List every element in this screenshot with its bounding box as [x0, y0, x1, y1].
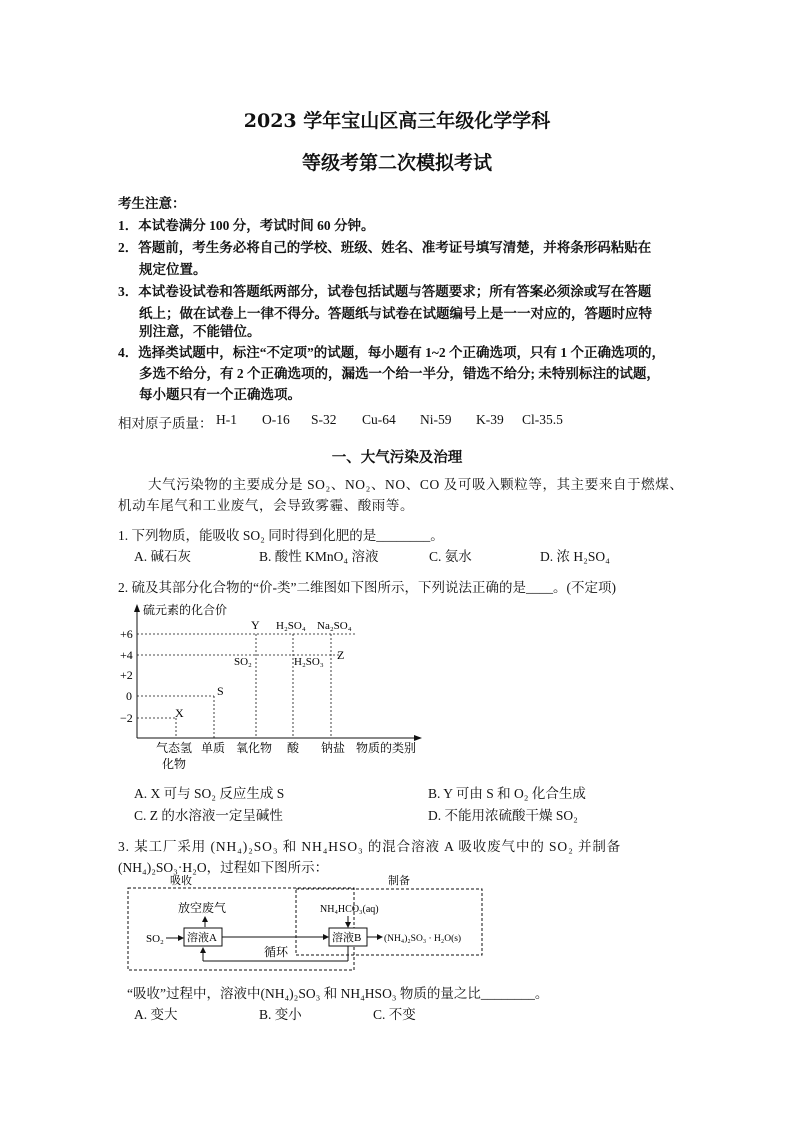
atomic-mass: K-39 — [476, 412, 504, 427]
atomic-mass: O-16 — [262, 412, 290, 427]
q2-option-b[interactable]: B. Y 可由 S 和 O₂ 化合生成 — [428, 786, 586, 801]
category-label: 氧化物 — [236, 741, 273, 755]
note-line: 每小题只有一个正确选项。 — [139, 387, 301, 402]
page-subtitle: 等级考第二次模拟考试 — [301, 152, 492, 174]
q1-option-b[interactable]: B. 酸性 KMnO₄ 溶液 — [259, 549, 379, 564]
note-line: 纸上；做在试卷上一律不得分。答题纸与试卷在试题编号上是一一对应的，答题时应特 — [139, 306, 652, 321]
absorption-box — [128, 888, 354, 970]
cycle-label: 循环 — [264, 945, 289, 959]
arrow-down-icon — [345, 922, 351, 928]
point-label-na2so4: Na₂SO₄ — [317, 620, 352, 632]
question-3-stem-2: (NH₄)₂SO₃·H₂O，过程如下图所示： — [118, 860, 329, 875]
process-diagram — [120, 872, 490, 977]
valence-category-chart — [116, 600, 436, 775]
q3-option-a[interactable]: A. 变大 — [134, 1007, 178, 1022]
category-label: 钠盐 — [321, 741, 346, 755]
solution-b-label: 溶液B — [332, 932, 362, 944]
q2-option-d[interactable]: D. 不能用浓硫酸干燥 SO₂ — [428, 808, 578, 823]
category-label: 气态氢 — [156, 741, 193, 755]
so2-label: SO₂ — [146, 933, 164, 945]
question-1-stem: 1. 下列物质，能吸收 SO₂ 同时得到化肥的是________。 — [118, 528, 444, 543]
q3-option-b[interactable]: B. 变小 — [259, 1007, 302, 1022]
category-label: 酸 — [287, 741, 300, 755]
category-label: 单质 — [201, 741, 226, 755]
point-label-s: S — [217, 684, 224, 698]
vent-label: 放空废气 — [178, 901, 227, 915]
q1-option-d[interactable]: D. 浓 H₂SO₄ — [540, 549, 610, 564]
q1-option-a[interactable]: A. 碱石灰 — [134, 549, 191, 564]
product-label: (NH₄)₂SO₃ · H₂O(s) — [384, 934, 462, 944]
section-intro: 机动车尾气和工业废气，会导致雾霾、酸雨等。 — [118, 498, 415, 513]
preparation-box — [296, 889, 482, 955]
absorption-label: 吸收 — [170, 875, 192, 887]
question-3-subquestion: “吸收”过程中，溶液中(NH₄)₂SO₃ 和 NH₄HSO₃ 物质的量之比________。 — [127, 986, 549, 1001]
chart-xlabel: 物质的类别 — [356, 741, 417, 755]
y-tick-label: 0 — [126, 689, 132, 703]
arrow-up-icon — [202, 916, 208, 922]
arrow-right-icon — [377, 934, 383, 940]
arrow-up-icon — [200, 947, 206, 953]
question-3-stem: 3. 某工厂采用 (NH₄)₂SO₃ 和 NH₄HSO₃ 的混合溶液 A 吸收废气中的 SO₂ 并制备 — [118, 839, 622, 854]
note-line: 1．本试卷满分 100 分，考试时间 60 分钟。 — [118, 218, 375, 233]
q3-option-c[interactable]: C. 不变 — [373, 1007, 416, 1022]
note-line: 4．选择类试题中，标注“不定项”的试题，每小题有 1~2 个正确选项，只有 1 个正确选项的， — [118, 345, 666, 360]
section-intro: 大气污染物的主要成分是 SO₂、NO₂、NO、CO 及可吸入颗粒等，其主要来自于燃煤、 — [148, 477, 684, 492]
q1-option-c[interactable]: C. 氨水 — [429, 549, 472, 564]
nh4hco3-label: NH₄HCO₃(aq) — [320, 904, 379, 915]
arrow-right-icon — [178, 935, 184, 941]
note-line: 多选不给分，有 2 个正确选项的，漏选一个给一半分，错选不给分; 未特别标注的试题， — [139, 366, 660, 381]
atomic-mass: Cu-64 — [362, 412, 396, 427]
point-label-h2so4: H₂SO₄ — [276, 620, 306, 632]
point-label-x: X — [175, 706, 184, 720]
atomic-mass: S-32 — [311, 412, 337, 427]
atomic-mass: Cl-35.5 — [522, 412, 563, 427]
y-tick-label: +6 — [120, 627, 133, 641]
notes-heading: 考生注意： — [118, 196, 186, 211]
y-tick-label: +2 — [120, 668, 133, 682]
q2-option-a[interactable]: A. X 可与 SO₂ 反应生成 S — [134, 786, 285, 801]
solution-a-label: 溶液A — [187, 932, 217, 944]
arrow-right-icon — [323, 934, 329, 940]
note-line: 3．本试卷设试卷和答题纸两部分，试卷包括试题与答题要求；所有答案必须涂或写在答题 — [118, 284, 652, 299]
y-axis-arrow-icon — [134, 604, 140, 612]
chart-ylabel: 硫元素的化合价 — [143, 603, 228, 617]
atomic-mass: Ni-59 — [420, 412, 452, 427]
point-label-so2: SO₂ — [234, 656, 252, 668]
page-title: 2023 学年宝山区高三年级化学学科 — [243, 110, 551, 132]
y-tick-label: +4 — [120, 648, 133, 662]
q2-option-c[interactable]: C. Z 的水溶液一定呈碱性 — [134, 808, 283, 823]
preparation-label: 制备 — [388, 875, 410, 887]
atomic-masses-label: 相对原子质量： — [118, 416, 213, 431]
note-line: 2．答题前，考生务必将自己的学校、班级、姓名、准考证号填写清楚，并将条形码粘贴在 — [118, 240, 652, 255]
point-label-z: Z — [337, 648, 345, 662]
question-2-stem: 2. 硫及其部分化合物的“价-类”二维图如下图所示，下列说法正确的是____。(不定项) — [118, 580, 616, 595]
atomic-mass: H-1 — [216, 412, 237, 427]
section-title: 一、大气污染及治理 — [331, 449, 463, 466]
point-label-y: Y — [251, 618, 260, 632]
category-label: 化物 — [162, 757, 187, 771]
point-label-h2so3: H₂SO₃ — [294, 656, 324, 668]
y-tick-label: −2 — [120, 711, 133, 725]
note-line: 规定位置。 — [139, 262, 207, 277]
note-line: 别注意，不能错位。 — [139, 324, 261, 339]
